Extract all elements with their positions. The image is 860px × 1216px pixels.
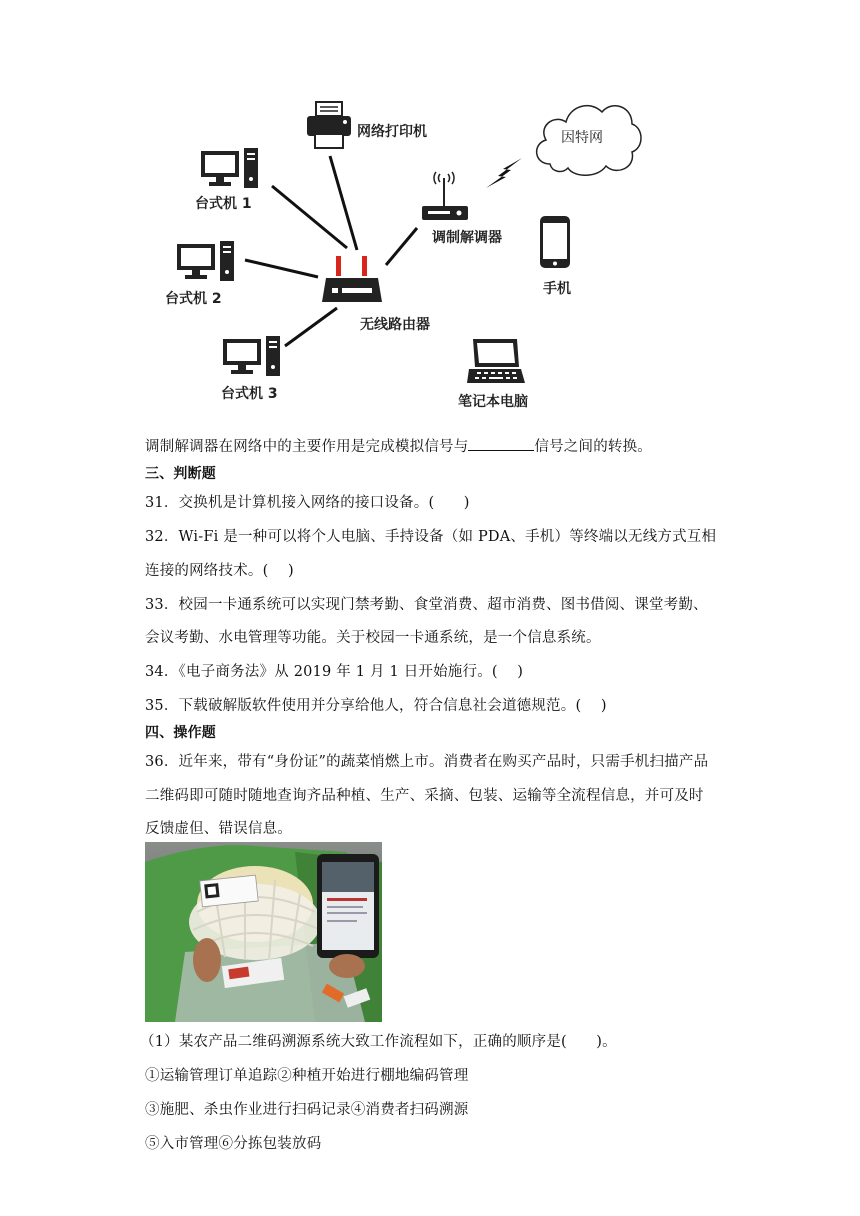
option-5-6: ⑤入市管理⑥分拣包装放码 [145,1136,322,1152]
section-3-heading: 三、判断题 [145,466,216,482]
link-desktop2-router [245,260,318,277]
phone-icon [539,215,571,269]
question-31: 31．交换机是计算机接入网络的接口设备。( ) [145,495,470,511]
phone-label: 手机 [543,281,571,297]
printer-label: 网络打印机 [357,124,427,140]
desktop2-label: 台式机 2 [165,291,222,307]
question-32-line-1: 32．Wi-Fi 是一种可以将个人电脑、手持设备（如 PDA、手机）等终端以无线方式互相 [145,529,717,545]
question-35: 35．下载破解版软件使用并分享给他人，符合信息社会道德规范。( ) [145,698,607,714]
laptop-icon [465,337,527,385]
link-modem-router [386,228,417,265]
desktop1-icon [200,147,262,191]
question-33-line-2: 会议考勤、水电管理等功能。关于校园一卡通系统，是一个信息系统。 [145,630,601,646]
question-34: 34．《电子商务法》从 2019 年 1 月 1 日开始施行。( ) [145,664,524,680]
desktop3-label: 台式机 3 [221,386,278,402]
question-30-part-a: 调制解调器在网络中的主要作用是完成模拟信号与 [145,439,469,455]
question-30-part-b: 信号之间的转换。 [534,439,653,455]
modem-icon [418,170,476,222]
printer-icon [305,100,355,152]
answer-blank[interactable] [468,436,534,451]
question-33-line-1: 33．校园一卡通系统可以实现门禁考勤、食堂消费、超市消费、图书借阅、课堂考勤、 [145,597,708,613]
qr-traceability-photo [145,842,382,1022]
desktop1-label: 台式机 1 [195,196,252,212]
question-32-line-2: 连接的网络技术。( ) [145,563,294,579]
photo-illustration [145,842,382,1022]
desktop3-icon [222,335,284,379]
laptop-label: 笔记本电脑 [458,394,528,410]
question-36-line-1: 36．近年来，带有“身份证”的蔬菜悄燃上市。消费者在购买产品时，只需手机扫描产品 [145,754,709,770]
link-desktop3-router [285,308,337,346]
question-36-line-3: 反馈虚但、错误信息。 [145,821,292,837]
router-icon [320,254,384,306]
option-3-4: ③施肥、杀虫作业进行扫码记录④消费者扫码溯源 [145,1102,469,1118]
section-4-heading: 四、操作题 [145,725,216,741]
desktop2-icon [176,240,238,284]
question-36-sub-1: （1）某农产品二维码溯源系统大致工作流程如下，正确的顺序是( )。 [140,1034,617,1050]
modem-label: 调制解调器 [432,230,502,246]
question-30-text [145,435,652,456]
option-1-2: ①运输管理订单追踪②种植开始进行棚地编码管理 [145,1068,469,1084]
router-label: 无线路由器 [360,317,430,333]
lightning-icon [486,158,522,188]
question-36-line-2: 二维码即可随时随地查询齐品种植、生产、采摘、包装、运输等全流程信息，并可及时 [145,788,704,804]
internet-label: 因特网 [561,130,603,146]
link-desktop1-router [272,186,347,248]
